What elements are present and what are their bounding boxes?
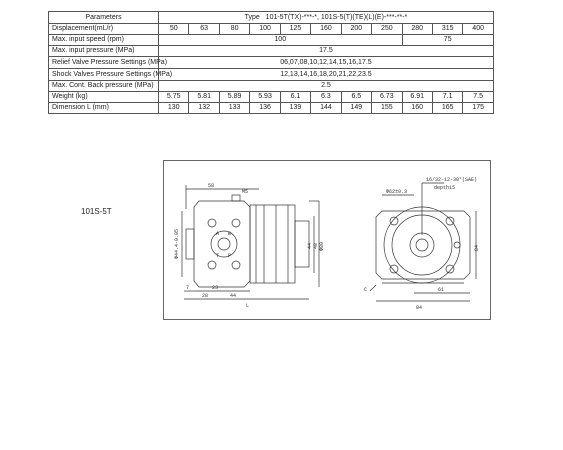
row-label: Relief Valve Pressure Settings (MPa) (49, 57, 159, 69)
weight-value: 5.89 (219, 92, 249, 103)
spline-outer (410, 233, 434, 257)
displacement-value: 200 (341, 24, 371, 35)
dim-48-label: 48 (313, 242, 319, 249)
dimension-value: 132 (189, 103, 219, 114)
row-label: Dimension L (mm) (49, 103, 159, 114)
dim-84b-label: 84 (416, 305, 423, 311)
weight-value: 7.5 (463, 92, 494, 103)
type-value: 101-5T(TX)-***-*, 101S-5(T)(TE)(L)(E)-***-**-* (265, 13, 408, 21)
back-pressure-value: 2.5 (159, 81, 494, 92)
dim-84-label: 84 (474, 244, 480, 251)
dimension-value: 144 (311, 103, 341, 114)
displacement-value: 63 (189, 24, 219, 35)
end-view (370, 183, 476, 301)
dimension-value: 136 (250, 103, 280, 114)
max-input-pressure-row (49, 46, 494, 57)
dim-23-label: 23 (212, 285, 219, 291)
dim-44-label: 44 (307, 242, 313, 249)
dimension-value: 139 (280, 103, 310, 114)
thread-label: 16/32-12-30°(SAE) (426, 177, 478, 183)
dimension-value: 160 (402, 103, 432, 114)
chamfer-c-label: C (364, 287, 368, 293)
technical-drawing (163, 160, 491, 320)
weight-value: 6.91 (402, 92, 432, 103)
weight-value: 6.5 (341, 92, 371, 103)
displacement-value: 280 (402, 24, 432, 35)
type-prefix: Type (244, 13, 260, 21)
dim-61-label: 61 (438, 287, 445, 293)
dim-phi62-label: Φ62±0.3 (386, 189, 408, 195)
row-label: Displacement(mL/r) (49, 24, 159, 35)
pressure-value: 17.5 (159, 46, 494, 57)
dim-m5-label: M5 (242, 189, 249, 195)
input-shaft (186, 229, 194, 259)
weight-value: 6.73 (372, 92, 402, 103)
port-a (208, 219, 216, 227)
depth-label: depth15 (434, 185, 456, 191)
dimension-value: 165 (432, 103, 462, 114)
relief-valve-row (49, 57, 494, 69)
spec-table (48, 11, 494, 114)
displacement-value: 400 (463, 24, 494, 35)
port-p (232, 261, 240, 269)
side-view-labels (174, 183, 325, 309)
displacement-value: 160 (311, 24, 341, 35)
model-label: 101S-5T (81, 207, 112, 216)
dimension-l-row (49, 103, 494, 114)
valve-body (194, 201, 250, 287)
speed-value: 75 (402, 35, 493, 46)
dim-28-label: 28 (202, 293, 209, 299)
port-b (232, 219, 240, 227)
displacement-value: 80 (219, 24, 249, 35)
weight-value: 5.75 (159, 92, 189, 103)
speed-value: 100 (159, 35, 403, 46)
port-p-label: P (228, 253, 232, 259)
row-label: Max. input pressure (MPa) (49, 46, 159, 57)
port-a-label: A (216, 231, 220, 237)
dim-phi44-label: Φ44.4-0.05 (174, 228, 180, 259)
side-hole (454, 242, 460, 248)
valve-bore (211, 231, 237, 257)
dimension-value: 133 (219, 103, 249, 114)
weight-value: 5.81 (189, 92, 219, 103)
row-label: Shock Valves Pressure Settings (MPa) (49, 69, 159, 81)
dim-44b-label: 44 (230, 293, 237, 299)
displacement-value: 315 (432, 24, 462, 35)
spline-inner (416, 239, 428, 251)
dimension-value: 175 (463, 103, 494, 114)
relief-value: 06,07,08,10,12,14,15,16,17.5 (159, 57, 494, 69)
m5-boss (232, 195, 240, 201)
row-label: Max. Cont. Back pressure (MPa) (49, 81, 159, 92)
mount-hole (446, 217, 454, 225)
drawing-svg (164, 161, 492, 321)
dim-58-label: 58 (208, 183, 215, 189)
spec-header-row (49, 12, 494, 24)
parameters-label: Parameters (49, 12, 159, 24)
dim-l-label: L (246, 303, 250, 309)
displacement-value: 100 (250, 24, 280, 35)
displacement-value: 125 (280, 24, 310, 35)
row-label: Max. input speed (rpm) (49, 35, 159, 46)
dimension-value: 130 (159, 103, 189, 114)
port-b-label: B (228, 231, 232, 237)
dimension-value: 155 (372, 103, 402, 114)
dimension-value: 149 (341, 103, 371, 114)
mount-hole (446, 265, 454, 273)
mount-hole (390, 217, 398, 225)
side-view (182, 185, 319, 299)
type-cell (159, 12, 494, 24)
back-pressure-row (49, 81, 494, 92)
dim-phi80-label: Φ80 (319, 241, 325, 251)
row-label: Weight (kg) (49, 92, 159, 103)
max-input-speed-row (49, 35, 494, 46)
weight-value: 6.1 (280, 92, 310, 103)
valve-spool (218, 238, 230, 250)
shock-valve-row (49, 69, 494, 81)
displacement-value: 250 (372, 24, 402, 35)
port-t (208, 261, 216, 269)
weight-value: 6.3 (311, 92, 341, 103)
displacement-value: 50 (159, 24, 189, 35)
leader-line (370, 285, 376, 291)
weight-value: 7.1 (432, 92, 462, 103)
mount-hole (390, 265, 398, 273)
port-t-label: T (216, 253, 220, 259)
shock-value: 12,13,14,16,18,20,21,22,23.5 (159, 69, 494, 81)
weight-row (49, 92, 494, 103)
displacement-row (49, 24, 494, 35)
weight-value: 5.93 (250, 92, 280, 103)
dim-7-label: 7 (186, 285, 190, 291)
